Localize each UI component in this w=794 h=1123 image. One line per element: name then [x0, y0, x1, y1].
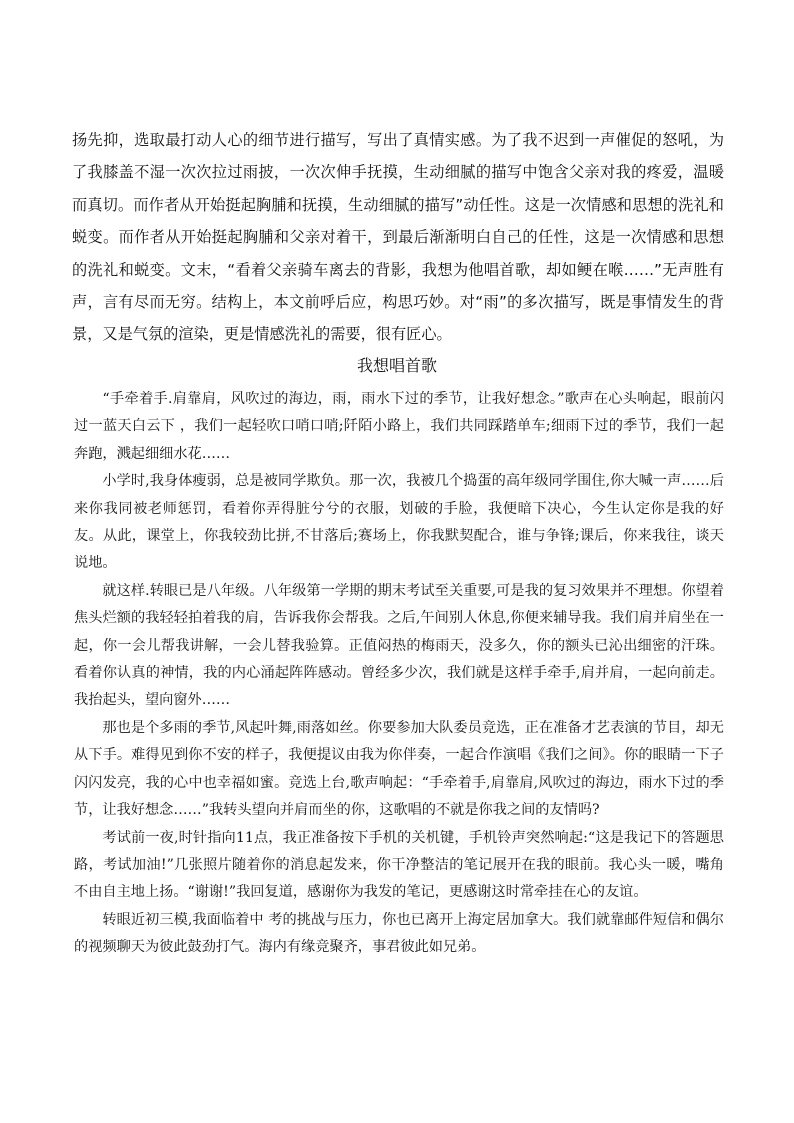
- essay-paragraph-5: 考试前一夜,时针指向11点，我正准备按下手机的关机键，手机铃声突然响起:“这是我记下的答题思路，考试加油!”几张照片随着你的消息起发来，你干净整洁的笔记展开在我的眼前。我心头一暖，嘴角不由自主地上扬。“谢谢!”我回复道，感谢你为我发的笔记，更感谢这时常牵挂在心的友谊。: [74, 829, 724, 901]
- commentary-paragraph: 扬先抑，选取最打动人心的细节进行描写，写出了真情实感。为了我不迟到一声催促的怒吼，为了我膝盖不湿一次次拉过雨披，一次次伸手抚摸，生动细腻的描写中饱含父亲对我的疼爱，温暖而真切。而作者从开始挺起胸脯和抚摸，生动细腻的描写”动任性。这是一次情感和思想的洗礼和蜕变。而作者从开始挺起胸脯和父亲对着干，到最后渐渐明白自己的任性，这是一次情感和思想的洗礼和蜕变。文末，“看着父亲骑车离去的背影，我想为他唱首歌，却如鲠在喉……”无声胜有声，言有尽而无穷。结构上，本文前呼后应，构思巧妙。对“雨”的多次描写，既是事情发生的背景，又是气氛的渲染，更是情感洗礼的需要，很有匠心。: [72, 131, 724, 344]
- essay-title: 我想唱首歌: [356, 356, 437, 375]
- essay-paragraph-4: 那也是个多雨的季节,风起叶舞,雨落如丝。你要参加大队委员竞选，正在准备才艺表演的节目，却无从下手。难得见到你不安的样子，我便提议由我为你伴奏，一起合作演唱《我们之间》。你的眼睛一下子闪闪发亮，我的心中也幸福如蜜。竞选上台,歌声响起：“手牵着手,肩靠肩,风吹过的海边，雨水下过的季节，让我好想念……”我转头望向并肩而坐的你，这歌唱的不就是你我之间的友情吗?: [74, 719, 724, 819]
- essay-paragraph-3: 就这样.转眼已是八年级。八年级第一学期的期末考试至关重要,可是我的复习效果并不理想。你望着焦头烂额的我轻轻拍着我的肩，告诉我你会帮我。之后,午间别人休息,你便来辅导我。我们肩并肩坐在一起，你一会儿帮我讲解，一会儿替我验算。正值闷热的梅雨天，没多久，你的额头已沁出细密的汗珠。看着你认真的神情，我的内心涌起阵阵感动。曾经多少次，我们就是这样手牵手,肩并肩，一起向前走。我抬起头，望向窗外……: [74, 582, 724, 709]
- essay-paragraph-1: “手牵着手.肩靠肩，风吹过的海边，雨，雨水下过的季节，让我好想念。”歌声在心头响起，眼前闪过一蓝天白云下 ，我们一起轻吹口哨口哨;阡陌小路上，我们共同踩踏单车;细雨下过的季节，我们一起奔跑，溅起细细水花……: [74, 391, 724, 462]
- commentary-section: [72, 124, 724, 351]
- essay-paragraph-6: 转眼近初三模,我面临着中 考的挑战与压力，你也已离开上海定居加拿大。我们就靠邮件短信和偶尔的视频聊天为彼此鼓劲打气。海内有缘竞聚齐，事君彼此如兄弟。: [74, 911, 724, 956]
- essay-paragraph-2: 小学时,我身体瘦弱，总是被同学欺负。那一次，我被几个捣蛋的高年级同学围住,你大喊一声……后来你我同被老师惩罚，看着你弄得脏兮兮的衣服，划破的手脸，我便暗下决心，今生认定你是我的好友。从此，课堂上，你我较劲比拼,不甘落后;赛场上，你我默契配合，谁与争锋;课后，你来我往，谈天说地。: [74, 473, 724, 572]
- essay-body: [74, 386, 724, 962]
